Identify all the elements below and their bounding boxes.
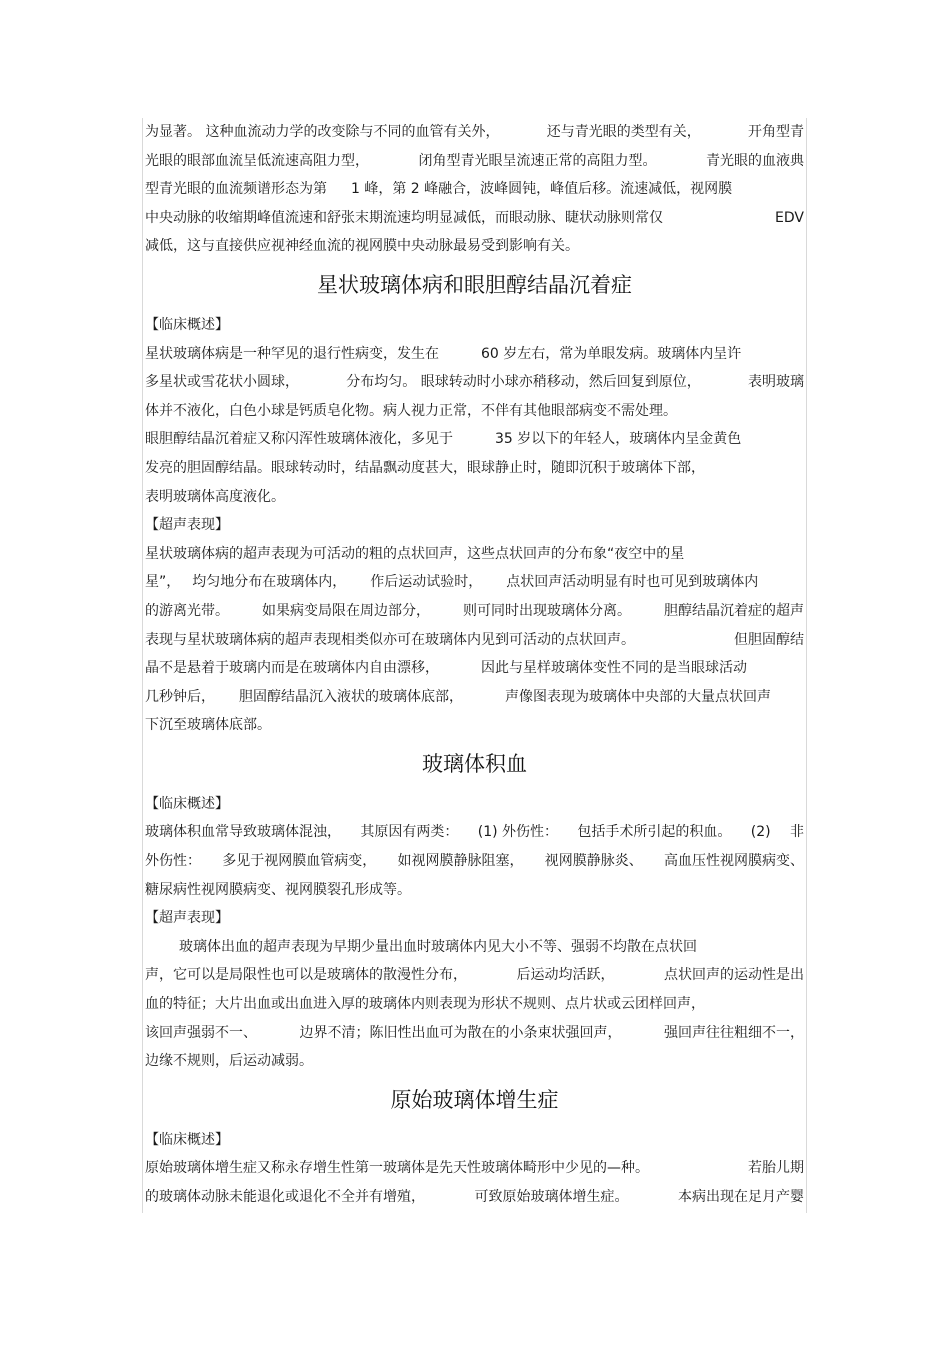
section-title: 原始玻璃体增生症 — [390, 1087, 559, 1112]
text-line: 外伤性： 多见于视网膜血管病变， 如视网膜静脉阻塞， 视网膜静脉炎、 高血压性视网膜病变、 — [145, 853, 804, 870]
text-line: 的玻璃体动脉未能退化或退化不全并有增殖， 可致原始玻璃体增生症。 本病出现在足月产婴 — [145, 1189, 804, 1205]
text-line: 几秒钟后， 胆固醇结晶沉入液状的玻璃体底部， 声像图表现为玻璃体中央部的大量点状回声 — [145, 688, 771, 705]
text-line: 血的特征；大片出血或出血进入厚的玻璃体内则表现为形状不规则、点片状或云团样回声， — [145, 996, 705, 1013]
text-line: 为显著。 这种血流动力学的改变除与不同的血管有关外， 还与青光眼的类型有关， 开角型青 — [145, 124, 804, 140]
text-line: 玻璃体出血的超声表现为早期少量出血时玻璃体内见大小不等、强弱不均散在点状回 — [179, 938, 697, 955]
text-line: 型青光眼的血流频谱形态为第 1 峰，第 2 峰融合，波峰圆钝，峰值后移。流速减低，视网膜 — [145, 181, 733, 198]
text-line: 边缘不规则，后运动减弱。 — [145, 1053, 313, 1070]
clinical-label: 【临床概述】 — [145, 795, 229, 812]
text-line: 星状玻璃体病是一种罕见的退行性病变，发生在 60 岁左右，常为单眼发病。玻璃体内呈许 — [145, 345, 742, 362]
text-line: 光眼的眼部血流呈低流速高阻力型， 闭角型青光眼呈流速正常的高阻力型。 青光眼的血液典 — [145, 152, 804, 169]
text-line: 星状玻璃体病的超声表现为可活动的粗的点状回声，这些点状回声的分布象“夜空中的星 — [145, 545, 685, 562]
text-line: 发亮的胆固醇结晶。眼球转动时，结晶飘动度甚大，眼球静止时，随即沉积于玻璃体下部， — [145, 459, 705, 476]
intro-paragraph — [145, 118, 804, 261]
text-line: 眼胆醇结晶沉着症又称闪浑性玻璃体液化，多见于 35 岁以下的年轻人，玻璃体内呈金黄色 — [145, 431, 742, 448]
text-line: 下沉至玻璃体底部。 — [145, 717, 271, 734]
text-line: 声，它可以是局限性也可以是玻璃体的散漫性分布， 后运动均活跃， 点状回声的运动性是出 — [145, 967, 804, 984]
text-line: 减低，这与直接供应视神经血流的视网膜中央动脉最易受到影响有关。 — [145, 238, 579, 255]
text-line: 中央动脉的收缩期峰值流速和舒张末期流速均明显减低，而眼动脉、睫状动脉则常仅 EDV — [145, 209, 804, 226]
text-line: 表明玻璃体高度液化。 — [145, 488, 285, 505]
text-line: 星”， 均匀地分布在玻璃体内， 作后运动试验时， 点状回声活动明显有时也可见到玻璃体内 — [145, 574, 759, 591]
ultrasound-label: 【超声表现】 — [145, 910, 229, 927]
clinical-label: 【临床概述】 — [145, 1131, 229, 1148]
ultrasound-label: 【超声表现】 — [145, 517, 229, 534]
section-title: 玻璃体积血 — [422, 751, 527, 776]
text-line: 玻璃体积血常导致玻璃体混浊， 其原因有两类： (1) 外伤性： 包括手术所引起的积血。 (2) 非 — [145, 824, 804, 841]
text-line: 糖尿病性视网膜病变、视网膜裂孔形成等。 — [145, 881, 411, 898]
text-line: 该回声强弱不一、 边界不清；陈旧性出血可为散在的小条束状强回声， 强回声往往粗细不一， — [145, 1024, 804, 1041]
section-title: 星状玻璃体病和眼胆醇结晶沉着症 — [317, 272, 632, 297]
text-line: 体并不液化，白色小球是钙质皂化物。病人视力正常，不伴有其他眼部病变不需处理。 — [145, 402, 677, 419]
text-line: 原始玻璃体增生症又称永存增生性第一玻璃体是先天性玻璃体畸形中少见的—种。 若胎儿期 — [145, 1160, 804, 1177]
text-line: 表现与星状玻璃体病的超声表现相类似亦可在玻璃体内见到可活动的点状回声。 但胆固醇结 — [145, 631, 804, 648]
document-content — [143, 118, 806, 1212]
clinical-label: 【临床概述】 — [145, 316, 229, 333]
text-line: 的游离光带。 如果病变局限在周边部分， 则可同时出现玻璃体分离。 胆醇结晶沉着症的超声 — [145, 602, 804, 619]
text-line: 多星状或雪花状小圆球， 分布均匀。 眼球转动时小球亦稍移动，然后回复到原位， 表明玻璃 — [145, 374, 804, 391]
document-page — [142, 118, 807, 1213]
text-line: 晶不是悬着于玻璃内而是在玻璃体内自由漂移， 因此与星样玻璃体变性不同的是当眼球活动 — [145, 660, 747, 677]
